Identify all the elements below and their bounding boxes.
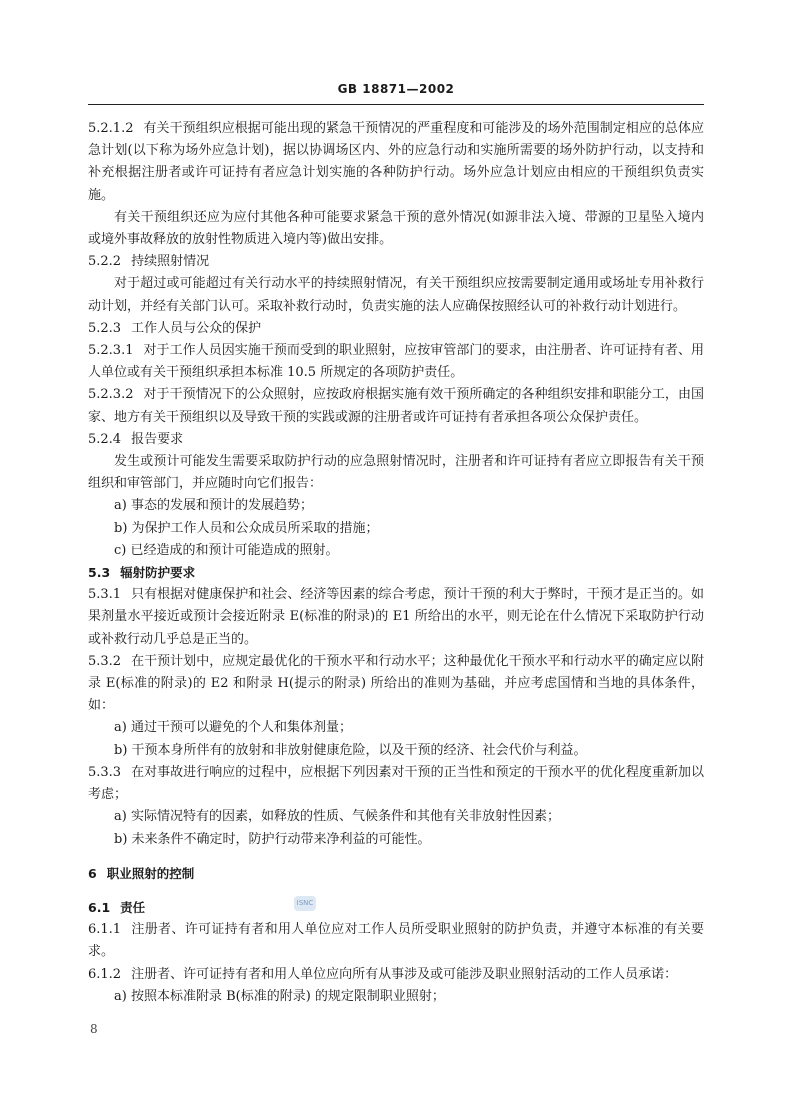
clause xyxy=(88,762,704,806)
section-heading xyxy=(88,863,704,885)
list-item: a) 事态的发展和预计的发展趋势； xyxy=(114,498,313,514)
clause xyxy=(88,251,704,273)
clause xyxy=(88,318,704,340)
clause-number: 5.2.3.2 xyxy=(88,387,134,403)
page-header xyxy=(88,78,704,105)
clause-text: 只有根据对健康保护和社会、经济等因素的综合考虑，预计干预的利大于弊时，干预才是正当的。如果剂量水平接近或预计会接近附录 E(标准的附录)的 E1 所给出的水平，则无论在什么情况下采取防护行动或补救行动几乎总是正当的。 xyxy=(88,587,704,647)
clause xyxy=(88,118,704,207)
clause-text: 在对事故进行响应的过程中，应根据下列因素对干预的正当性和预定的干预水平的优化程度重新加以考虑； xyxy=(88,764,704,803)
clause-text: 注册者、许可证持有者和用人单位应对工作人员所受职业照射的防护负责，并遵守本标准的有关要求。 xyxy=(88,922,704,960)
list-item: a) 通过干预可以避免的个人和集体剂量； xyxy=(114,720,352,736)
list-item: a) 按照本标准附录 B(标准的附录) 的规定限制职业照射； xyxy=(114,988,445,1004)
standard-number: GB 18871—2002 xyxy=(337,82,455,96)
list-item: b) 为保护工作人员和公众成员所采取的措施； xyxy=(114,520,379,536)
document-body xyxy=(88,118,704,1008)
subsection-heading xyxy=(88,562,704,584)
clause xyxy=(88,651,704,718)
clause-number: 5.2.3 xyxy=(88,320,122,336)
clause-text: 对于干预情况下的公众照射，应按政府根据实施有效干预所确定的各种组织安排和职能分工，由国家、地方有关干预组织以及导致干预的实践或源的注册者或许可证持有者承担各项公众保护责任。 xyxy=(88,387,704,425)
clause-number: 5.2.2 xyxy=(88,254,122,270)
clause-text: 注册者、许可证持有者和用人单位应向所有从事涉及或可能涉及职业照射活动的工作人员承诺： xyxy=(131,966,678,982)
paragraph: 对于超过或可能超过有关行动水平的持续照射情况，有关干预组织应按需要制定通用或场址专用补救行动计划，并经有关部门认可。采取补救行动时，负责实施的法人应确保按照经认可的补救行动计划进行。 xyxy=(88,276,704,314)
clause xyxy=(88,429,704,451)
clause-text: 报告要求 xyxy=(131,431,184,447)
page-number: 8 xyxy=(90,1022,98,1036)
watermark-logo: ISNC xyxy=(294,896,316,911)
clause-text: 持续照射情况 xyxy=(131,254,210,270)
clause xyxy=(88,584,704,651)
clause-number: 5.3.3 xyxy=(88,764,122,780)
list-item: c) 已经造成的和预计可能造成的照射。 xyxy=(114,542,339,558)
clause-number: 6.1 xyxy=(88,899,111,915)
clause-number: 5.3.1 xyxy=(88,587,122,603)
subsection-heading xyxy=(88,897,704,919)
clause-text: 工作人员与公众的保护 xyxy=(131,320,262,336)
clause-text: 对于工作人员因实施干预而受到的职业照射，应按审管部门的要求，由注册者、许可证持有者、用人单位或有关干预组织承担本标准 10.5 所规定的各项防护责任。 xyxy=(88,343,704,381)
list-item: b) 干预本身所伴有的放射和非放射健康危险，以及干预的经济、社会代价与利益。 xyxy=(114,742,587,758)
paragraph: 发生或预计可能发生需要采取防护行动的应急照射情况时，注册者和许可证持有者应立即报告有关干预组织和审管部门，并应随时向它们报告： xyxy=(88,454,704,492)
paragraph: 有关干预组织还应为应付其他各种可能要求紧急干预的意外情况(如源非法入境、带源的卫星坠入境内或境外事故释放的放射性物质进入境内等)做出安排。 xyxy=(88,209,704,248)
clause-number: 5.2.3.1 xyxy=(88,343,134,359)
clause-text: 有关干预组织应根据可能出现的紧急干预情况的严重程度和可能涉及的场外范围制定相应的总体应急计划(以下称为场外应急计划)，据以协调场区内、外的应急行动和实施所需要的场外防护行动，以支持和补充根据注册者或许可证持有者应急计划实施的各种防护行动。场外应急计划应由相应的干预组织负责实施。 xyxy=(88,121,704,203)
clause-text: 职业照射的控制 xyxy=(106,865,195,881)
clause-number: 6.1.2 xyxy=(88,966,122,982)
clause xyxy=(88,919,704,963)
clause-number: 5.3 xyxy=(88,565,111,581)
clause xyxy=(88,964,704,986)
clause xyxy=(88,384,704,428)
clause-text: 辐射防护要求 xyxy=(120,565,196,581)
list-item: b) 未来条件不确定时，防护行动带来净利益的可能性。 xyxy=(114,831,431,847)
clause xyxy=(88,340,704,384)
clause-number: 5.2.1.2 xyxy=(88,121,134,136)
clause-number: 5.2.4 xyxy=(88,431,122,447)
clause-text: 在干预计划中，应规定最优化的干预水平和行动水平；这种最优化干预水平和行动水平的确定应以附录 E(标准的附录)的 E2 和附录 H(提示的附录) 所给出的准则为基础，并应考虑国情和当地的具体条件，如： xyxy=(88,653,704,714)
clause-text: 责任 xyxy=(120,899,146,915)
clause-number: 6.1.1 xyxy=(88,922,122,938)
list-item: a) 实际情况特有的因素，如释放的性质、气候条件和其他有关非放射性因素； xyxy=(114,809,560,825)
clause-number: 6 xyxy=(88,865,97,881)
clause-number: 5.3.2 xyxy=(88,653,122,669)
